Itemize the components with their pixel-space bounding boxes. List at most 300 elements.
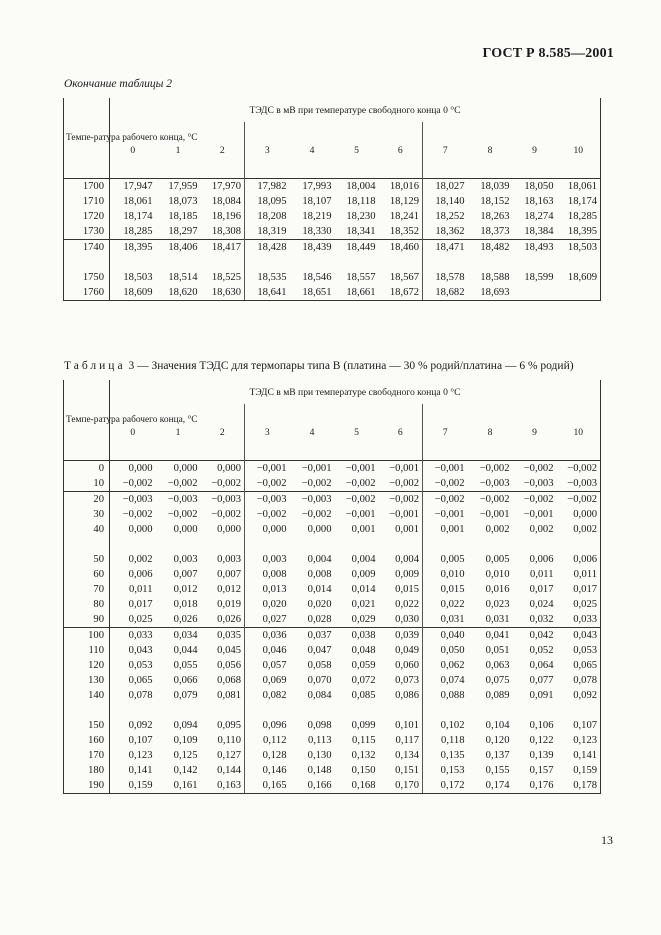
- t3-value-cell: 0,144: [217, 765, 241, 776]
- t3-value-cell: 0,009: [351, 569, 376, 580]
- t3-value-cell: 0,047: [307, 645, 332, 656]
- t3-value-cell: 0,073: [395, 675, 419, 686]
- t2-value-cell: 18,118: [346, 196, 376, 207]
- t3-value-cell: 0,109: [173, 735, 198, 746]
- t3-value-cell: 0,174: [468, 778, 513, 794]
- t3-value-cell: 0,011: [129, 584, 153, 595]
- t2-row: [64, 240, 601, 256]
- t3-value-cell: 0,130: [307, 750, 332, 761]
- t3-value-cell: 0,034: [156, 628, 201, 644]
- t3-value-cell: 0,084: [307, 690, 332, 701]
- t2-value-cell: 18,084: [211, 196, 241, 207]
- t3-value-cell: 0,014: [307, 584, 332, 595]
- t3-value-cell: 0,159: [557, 763, 601, 778]
- t2-value-cell: 18,482: [468, 240, 513, 256]
- t3-col-header: 8: [487, 426, 493, 438]
- t3-temp-cell: 60: [64, 567, 110, 582]
- table2-body: [64, 179, 601, 301]
- t3-value-cell: 0,106: [529, 720, 554, 731]
- t3-value-cell: 0,000: [156, 461, 201, 477]
- t3-value-cell: 0,048: [351, 645, 376, 656]
- t3-value-cell: 0,040: [423, 628, 468, 644]
- t2-value-cell: 18,196: [211, 211, 241, 222]
- table2-temp-header: Темпе-ратура рабочего конца, °С: [64, 98, 110, 179]
- t3-row: [64, 612, 601, 628]
- t2-value-cell: 18,107: [302, 196, 332, 207]
- t3-value-cell: 0,088: [423, 688, 468, 703]
- t3-value-cell: 0,027: [245, 612, 290, 628]
- t3-value-cell: −0,001: [479, 509, 510, 520]
- t3-value-cell: −0,001: [335, 461, 379, 477]
- t3-value-cell: −0,002: [468, 492, 513, 508]
- t3-value-cell: 0,035: [201, 628, 245, 644]
- t3-col-header: 9: [532, 426, 537, 438]
- t2-value-cell: 18,546: [302, 272, 332, 283]
- t2-value-cell: 18,140: [423, 194, 468, 209]
- t2-row: [64, 224, 601, 240]
- t3-value-cell: 0,161: [156, 778, 201, 794]
- t2-value-cell: 18,567: [389, 272, 419, 283]
- t2-value-cell: 18,152: [480, 196, 510, 207]
- t3-value-cell: 0,030: [395, 614, 419, 625]
- t3-value-cell: 0,017: [529, 584, 554, 595]
- t3-temp-cell: 160: [64, 733, 110, 748]
- t3-value-cell: 0,028: [307, 614, 332, 625]
- t2-value-cell: 18,514: [168, 272, 198, 283]
- t3-value-cell: 0,058: [307, 660, 332, 671]
- t3-value-cell: 0,120: [485, 735, 510, 746]
- t2-temp-cell: 1700: [64, 179, 110, 195]
- t2-row: [64, 270, 601, 285]
- t3-value-cell: 0,098: [307, 720, 332, 731]
- t2-value-cell: 18,073: [168, 196, 198, 207]
- t3-value-cell: 0,066: [173, 675, 198, 686]
- t3-temp-cell: 140: [64, 688, 110, 703]
- t3-value-cell: 0,151: [395, 765, 419, 776]
- t3-value-cell: 0,001: [351, 524, 376, 535]
- t3-value-cell: 0,043: [557, 628, 601, 644]
- t3-value-cell: 0,091: [529, 690, 554, 701]
- t3-value-cell: 0,122: [529, 735, 554, 746]
- t2-value-cell: 18,319: [245, 224, 290, 240]
- t3-row: [64, 718, 601, 733]
- t3-row: [64, 522, 601, 537]
- t3-value-cell: 0,017: [557, 582, 601, 597]
- t3-temp-cell: 50: [64, 552, 110, 567]
- t3-value-cell: 0,000: [201, 461, 245, 477]
- t3-row: [64, 688, 601, 703]
- t2-col-header: 7: [423, 122, 468, 179]
- t2-value-cell: 17,970: [201, 179, 245, 195]
- t2-row: [64, 194, 601, 209]
- t3-value-cell: 0,045: [217, 645, 241, 656]
- t3-value-cell: 0,141: [128, 765, 153, 776]
- t3-value-cell: 0,005: [485, 554, 510, 565]
- t3-value-cell: 0,025: [557, 597, 601, 612]
- t3-value-cell: 0,065: [128, 675, 153, 686]
- t2-temp-cell: 1720: [64, 209, 110, 224]
- t2-value-cell: 18,373: [480, 226, 510, 237]
- table3-temp-header: Темпе-ратура рабочего конца, °С: [64, 380, 110, 461]
- t2-col-header: 0: [130, 144, 136, 156]
- t2-row: [64, 209, 601, 224]
- t3-value-cell: 0,112: [245, 733, 290, 748]
- t3-value-cell: 0,118: [423, 733, 468, 748]
- t3-value-cell: 0,172: [423, 778, 468, 794]
- t3-row: [64, 567, 601, 582]
- t3-value-cell: 0,137: [485, 750, 510, 761]
- t3-value-cell: 0,022: [395, 599, 419, 610]
- t3-value-cell: 0,139: [529, 750, 554, 761]
- t3-value-cell: 0,052: [529, 645, 554, 656]
- t3-value-cell: 0,086: [395, 690, 419, 701]
- t3-value-cell: 0,000: [307, 524, 332, 535]
- t2-value-cell: 18,693: [468, 285, 513, 301]
- t2-value-cell: 18,630: [201, 285, 245, 301]
- t2-value-cell: 18,503: [123, 272, 153, 283]
- t2-value-cell: 18,503: [557, 240, 601, 256]
- t3-value-cell: 0,007: [173, 569, 198, 580]
- t3-value-cell: 0,068: [217, 675, 241, 686]
- t3-value-cell: −0,001: [423, 507, 468, 522]
- t3-value-cell: 0,002: [128, 554, 153, 565]
- t3-temp-cell: 170: [64, 748, 110, 763]
- t3-value-cell: −0,001: [389, 509, 419, 520]
- t3-value-cell: 0,168: [335, 778, 379, 794]
- t3-value-cell: −0,001: [290, 461, 335, 477]
- t2-value-cell: 18,061: [557, 179, 601, 195]
- t3-col-header: 1: [175, 426, 181, 438]
- t3-value-cell: 0,142: [173, 765, 198, 776]
- t2-value-cell: 18,609: [110, 285, 156, 301]
- t3-value-cell: 0,148: [307, 765, 332, 776]
- t2-col-header: 6: [397, 144, 403, 156]
- t2-value-cell: 18,341: [346, 226, 376, 237]
- t3-temp-cell: 180: [64, 763, 110, 778]
- t3-value-cell: 0,053: [557, 643, 601, 658]
- t3-value-cell: 0,025: [128, 614, 153, 625]
- t3-value-cell: 0,078: [128, 690, 153, 701]
- t3-value-cell: 0,004: [395, 554, 419, 565]
- t3-value-cell: 0,014: [351, 584, 376, 595]
- t2-value-cell: 17,947: [110, 179, 156, 195]
- t2-value-cell: 18,285: [123, 226, 153, 237]
- t3-value-cell: 0,044: [173, 645, 198, 656]
- t3-value-cell: 0,146: [245, 763, 290, 778]
- table3-caption-text: 3 — Значения ТЭДС для термопары типа В (платина — 30 % родий/платина — 6 % родий): [128, 360, 574, 372]
- t3-value-cell: 0,092: [128, 720, 153, 731]
- t2-value-cell: 18,174: [123, 211, 153, 222]
- t3-value-cell: 0,019: [217, 599, 241, 610]
- t2-value-cell: 18,651: [290, 285, 335, 301]
- t3-row: [64, 778, 601, 794]
- t2-value-cell: 18,297: [168, 226, 198, 237]
- t3-row: [64, 552, 601, 567]
- t3-value-cell: −0,003: [557, 476, 601, 492]
- t3-value-cell: −0,002: [301, 478, 332, 489]
- t3-value-cell: 0,113: [308, 735, 332, 746]
- t3-value-cell: 0,155: [485, 765, 510, 776]
- t3-row: [64, 658, 601, 673]
- t3-value-cell: 0,078: [557, 673, 601, 688]
- t3-value-cell: 0,008: [307, 569, 332, 580]
- t2-value-cell: 17,982: [245, 179, 290, 195]
- t2-value-cell: 18,219: [302, 211, 332, 222]
- t2-temp-cell: 1740: [64, 240, 110, 256]
- table2-caption: Окончание таблицы 2: [64, 78, 172, 90]
- t2-value-cell: 18,395: [110, 240, 156, 256]
- t2-col-header: 4: [309, 144, 315, 156]
- t3-value-cell: 0,059: [351, 660, 376, 671]
- t3-row: [64, 492, 601, 508]
- t3-value-cell: 0,128: [245, 748, 290, 763]
- t2-value-cell: 18,417: [201, 240, 245, 256]
- t2-value-cell: 18,599: [524, 272, 554, 283]
- t2-value-cell: [513, 285, 557, 301]
- t3-row-gap: [64, 537, 601, 552]
- t2-value-cell: 18,061: [123, 196, 153, 207]
- t3-value-cell: 0,176: [513, 778, 557, 794]
- t3-temp-cell: 100: [64, 628, 110, 644]
- t3-value-cell: 0,002: [557, 522, 601, 537]
- t2-value-cell: 18,129: [389, 196, 419, 207]
- t3-value-cell: −0,002: [122, 478, 153, 489]
- t3-value-cell: 0,007: [217, 569, 241, 580]
- t3-value-cell: −0,002: [345, 478, 376, 489]
- table2-span-header: ТЭДС в мВ при температуре свободного конца 0 °С: [110, 98, 601, 122]
- t3-value-cell: 0,010: [423, 567, 468, 582]
- t3-col-header: 4: [309, 426, 315, 438]
- t3-value-cell: 0,115: [352, 735, 376, 746]
- t3-value-cell: 0,063: [485, 660, 510, 671]
- t3-temp-cell: 80: [64, 597, 110, 612]
- t3-value-cell: −0,002: [301, 509, 332, 520]
- t3-value-cell: 0,123: [557, 733, 601, 748]
- t3-value-cell: 0,009: [395, 569, 419, 580]
- t2-row: [64, 179, 601, 195]
- t3-temp-cell: 130: [64, 673, 110, 688]
- table3-column-headers: [64, 404, 601, 461]
- t3-value-cell: 0,057: [245, 658, 290, 673]
- t2-value-cell: 18,274: [524, 211, 554, 222]
- t2-value-cell: 18,230: [346, 211, 376, 222]
- t3-value-cell: 0,064: [529, 660, 554, 671]
- t3-value-cell: 0,107: [557, 718, 601, 733]
- t3-value-cell: 0,157: [529, 765, 554, 776]
- t3-value-cell: 0,020: [245, 597, 290, 612]
- t3-col-header: 7: [423, 404, 468, 461]
- t3-value-cell: −0,002: [389, 478, 419, 489]
- t2-value-cell: 18,185: [168, 211, 198, 222]
- t3-value-cell: −0,002: [557, 492, 601, 508]
- t3-value-cell: 0,031: [423, 612, 468, 628]
- t2-value-cell: 18,039: [468, 179, 513, 195]
- t3-value-cell: 0,165: [245, 778, 290, 794]
- t3-value-cell: 0,012: [217, 584, 241, 595]
- t2-value-cell: 18,471: [423, 240, 468, 256]
- t3-temp-cell: 110: [64, 643, 110, 658]
- t3-value-cell: 0,023: [485, 599, 510, 610]
- t2-value-cell: 18,352: [389, 226, 419, 237]
- t3-value-cell: 0,056: [217, 660, 241, 671]
- t3-value-cell: 0,163: [201, 778, 245, 794]
- t3-value-cell: 0,037: [290, 628, 335, 644]
- t2-value-cell: 18,395: [557, 224, 601, 240]
- t3-value-cell: −0,002: [245, 507, 290, 522]
- table2-column-headers: [64, 122, 601, 179]
- t3-value-cell: 0,004: [351, 554, 376, 565]
- t2-value-cell: 18,557: [346, 272, 376, 283]
- t3-col-header: 3: [245, 404, 290, 461]
- t3-value-cell: 0,134: [395, 750, 419, 761]
- t3-value-cell: 0,003: [245, 552, 290, 567]
- t2-value-cell: 18,004: [335, 179, 379, 195]
- t3-value-cell: 0,041: [468, 628, 513, 644]
- t3-value-cell: 0,033: [110, 628, 156, 644]
- t3-col-header: 6: [397, 426, 403, 438]
- t3-value-cell: 0,110: [217, 735, 241, 746]
- t3-value-cell: 0,050: [423, 643, 468, 658]
- t3-temp-cell: 40: [64, 522, 110, 537]
- t3-value-cell: 0,101: [395, 720, 419, 731]
- t2-value-cell: 18,428: [245, 240, 290, 256]
- t2-value-cell: 18,578: [423, 270, 468, 285]
- t2-value-cell: 18,330: [302, 226, 332, 237]
- t3-value-cell: 0,170: [379, 778, 423, 794]
- t2-value-cell: 18,285: [557, 209, 601, 224]
- t3-value-cell: 0,017: [128, 599, 153, 610]
- t2-temp-cell: 1710: [64, 194, 110, 209]
- table3: [63, 380, 601, 794]
- t3-value-cell: 0,077: [529, 675, 554, 686]
- t3-value-cell: −0,001: [523, 509, 554, 520]
- t2-value-cell: 18,174: [557, 194, 601, 209]
- t3-row: [64, 733, 601, 748]
- t3-value-cell: 0,096: [245, 718, 290, 733]
- t3-value-cell: 0,065: [557, 658, 601, 673]
- t2-value-cell: 18,661: [335, 285, 379, 301]
- t3-value-cell: 0,005: [423, 552, 468, 567]
- t3-value-cell: 0,020: [307, 599, 332, 610]
- t3-value-cell: 0,099: [351, 720, 376, 731]
- t3-col-header: 2: [219, 426, 225, 438]
- t3-value-cell: 0,107: [128, 735, 153, 746]
- t2-value-cell: 18,252: [423, 209, 468, 224]
- t2-col-header: 3: [245, 122, 290, 179]
- t3-temp-cell: 0: [64, 461, 110, 477]
- t3-value-cell: −0,001: [245, 461, 290, 477]
- t2-value-cell: 17,959: [156, 179, 201, 195]
- t3-value-cell: −0,002: [167, 509, 198, 520]
- t3-value-cell: 0,000: [245, 522, 290, 537]
- t3-value-cell: 0,016: [485, 584, 510, 595]
- t3-value-cell: 0,024: [529, 599, 554, 610]
- t2-value-cell: 18,609: [557, 270, 601, 285]
- t2-value-cell: 18,050: [513, 179, 557, 195]
- t3-value-cell: 0,000: [128, 524, 153, 535]
- t3-value-cell: −0,002: [513, 461, 557, 477]
- t3-col-header: 10: [557, 404, 601, 461]
- t3-value-cell: 0,055: [173, 660, 198, 671]
- t2-col-header: 9: [532, 144, 537, 156]
- t3-value-cell: 0,006: [557, 552, 601, 567]
- t3-value-cell: −0,003: [523, 478, 554, 489]
- t3-value-cell: 0,132: [351, 750, 376, 761]
- t2-value-cell: 18,263: [480, 211, 510, 222]
- t2-value-cell: [557, 285, 601, 301]
- t3-value-cell: 0,043: [128, 645, 153, 656]
- t3-value-cell: 0,081: [217, 690, 241, 701]
- t2-value-cell: 18,449: [335, 240, 379, 256]
- t3-value-cell: 0,026: [217, 614, 241, 625]
- t3-value-cell: 0,095: [217, 720, 241, 731]
- t3-value-cell: 0,008: [245, 567, 290, 582]
- t2-value-cell: 18,095: [245, 194, 290, 209]
- t3-row: [64, 582, 601, 597]
- t3-value-cell: −0,003: [156, 492, 201, 508]
- t2-col-header: 1: [175, 144, 181, 156]
- t3-value-cell: −0,002: [468, 461, 513, 477]
- t2-temp-cell: 1750: [64, 270, 110, 285]
- t3-value-cell: 0,051: [485, 645, 510, 656]
- t3-value-cell: −0,001: [379, 461, 423, 477]
- t3-value-cell: −0,002: [423, 492, 468, 508]
- t2-value-cell: 18,384: [524, 226, 554, 237]
- t3-value-cell: 0,021: [351, 599, 376, 610]
- t3-value-cell: 0,070: [307, 675, 332, 686]
- t3-value-cell: 0,013: [245, 582, 290, 597]
- t3-value-cell: 0,031: [485, 614, 510, 625]
- t3-value-cell: −0,002: [167, 478, 198, 489]
- t3-value-cell: 0,026: [173, 614, 198, 625]
- t3-row: [64, 748, 601, 763]
- t3-value-cell: 0,089: [485, 690, 510, 701]
- t3-col-header: 5: [354, 426, 359, 438]
- t3-value-cell: 0,141: [557, 748, 601, 763]
- t3-value-cell: 0,079: [173, 690, 198, 701]
- t3-value-cell: −0,003: [245, 492, 290, 508]
- t3-value-cell: 0,150: [351, 765, 376, 776]
- t3-temp-cell: 150: [64, 718, 110, 733]
- t3-value-cell: −0,001: [423, 461, 468, 477]
- t3-value-cell: 0,049: [395, 645, 419, 656]
- t2-temp-cell: 1760: [64, 285, 110, 301]
- t3-value-cell: 0,074: [423, 673, 468, 688]
- t2-value-cell: 18,016: [379, 179, 423, 195]
- t2-col-header: 10: [557, 122, 601, 179]
- t3-value-cell: −0,002: [211, 509, 241, 520]
- t2-value-cell: 18,027: [423, 179, 468, 195]
- t3-value-cell: 0,053: [128, 660, 153, 671]
- t3-row: [64, 673, 601, 688]
- t3-value-cell: 0,006: [128, 569, 153, 580]
- t3-value-cell: 0,000: [110, 461, 156, 477]
- t2-value-cell: 18,163: [524, 196, 554, 207]
- t3-value-cell: 0,127: [217, 750, 241, 761]
- t3-value-cell: −0,003: [201, 492, 245, 508]
- t3-value-cell: 0,004: [307, 554, 332, 565]
- t3-value-cell: −0,003: [479, 478, 510, 489]
- t3-row: [64, 476, 601, 492]
- t3-value-cell: −0,002: [379, 492, 423, 508]
- table3-span-header: ТЭДС в мВ при температуре свободного конца 0 °С: [110, 380, 601, 404]
- t3-value-cell: 0,042: [513, 628, 557, 644]
- t3-value-cell: 0,018: [173, 599, 198, 610]
- t3-row: [64, 507, 601, 522]
- t3-value-cell: 0,002: [529, 524, 554, 535]
- table3-body: [64, 461, 601, 794]
- table3-caption-label: Таблица: [64, 360, 126, 372]
